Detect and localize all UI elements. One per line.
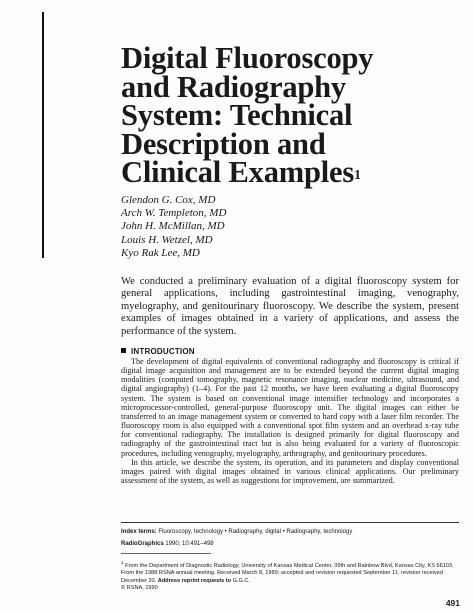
title-line: Digital Fluoroscopy [121, 41, 374, 75]
author: Arch W. Templeton, MD [121, 207, 227, 220]
article-title [121, 41, 451, 189]
section-heading [121, 347, 195, 356]
abstract: We conducted a preliminary evaluation of a digital fluoroscopy system for general applications, including gastrointestinal imaging, venography, myelography, and genitourinary fluoroscopy. We describe the system, present examples of images obtained in a variety of applications, and assess the performance of the system. [121, 276, 459, 337]
author: Kyo Rak Lee, MD [121, 246, 200, 259]
margin-rule [42, 12, 44, 258]
author-list [121, 194, 226, 260]
index-terms [121, 529, 352, 535]
index-terms-text: Fluoroscopy, technology • Radiography, digital • Radiography, technology [158, 529, 353, 535]
bullet-square-icon [121, 348, 126, 353]
footnote-divider [121, 553, 211, 554]
title-line: Description and [121, 126, 326, 161]
copyright: © RSNA, 1990 [121, 585, 158, 592]
index-terms-label: Index terms: [121, 529, 157, 535]
section-heading-text: INTRODUCTION [131, 347, 195, 356]
title-line-text: Clinical Examples [121, 155, 354, 189]
title-line: and Radiography [121, 69, 346, 104]
citation-text: 1990; 10:491–498 [165, 541, 214, 547]
footnote-mark: 1 [121, 560, 124, 565]
paragraph: The development of digital equivalents of conventional radiography and fluoroscopy is critical if digital image acquisition and management are to be extended beyond the current digital imaging modalities (computed tomography, magnetic resonance imaging, nuclear medicine, ultrasound, and digital angiography) (1–4). For the past 12 months, we have been evaluating a digital fluoroscopy system. The system is based on conventional image intensifier technology and incorporates a microprocessor-controlled, general-purpose fluoroscopy unit. The digital images can either be transferred to an image management system or converted to hard copy with a laser film recorder. The fluoroscopy room is also equipped with a conventional spot film system and an overhead x-ray tube for conventional radiography. The installation is designed primarily for digital fluoroscopy and radiography of the gastrointestinal tract but is also being evaluated for a variety of fluoroscopic procedures, including venography, myelography, arthrography, and genitourinary procedures. [121, 357, 459, 458]
title-footnote-mark: 1 [354, 168, 361, 183]
footnote-bold: Address reprint requests to [157, 577, 232, 584]
citation [121, 541, 214, 547]
author: Louis H. Wetzel, MD [121, 233, 213, 246]
author: John H. McMillan, MD [121, 220, 225, 233]
page-number: 491 [445, 598, 460, 608]
title-line: System: Technical [121, 98, 353, 132]
paragraph: In this article, we describe the system, its operation, and its parameters and display conventional images paired with digital images obtained in various clinical applications. Our preliminary assessment of the system, as well as suggestions for improvement, are summarized. [121, 457, 459, 486]
divider [121, 522, 459, 523]
author: Glendon G. Cox, MD [121, 194, 216, 206]
citation-journal: RadioGraphics [121, 541, 164, 547]
footnote [121, 559, 459, 592]
body-text [121, 357, 459, 485]
footnote-end: G.G.C. [232, 577, 251, 584]
footnote-text: From the Department of Diagnostic Radiology, University of Kansas Medical Center, 39th and Rainbow Blvd, Kansas City, KS 66103. From the 1988 RSNA annual meeting. Received March 8, 1989; accepted and revision requested September 11; revision received December 20. [121, 562, 454, 584]
title-line [121, 155, 451, 189]
